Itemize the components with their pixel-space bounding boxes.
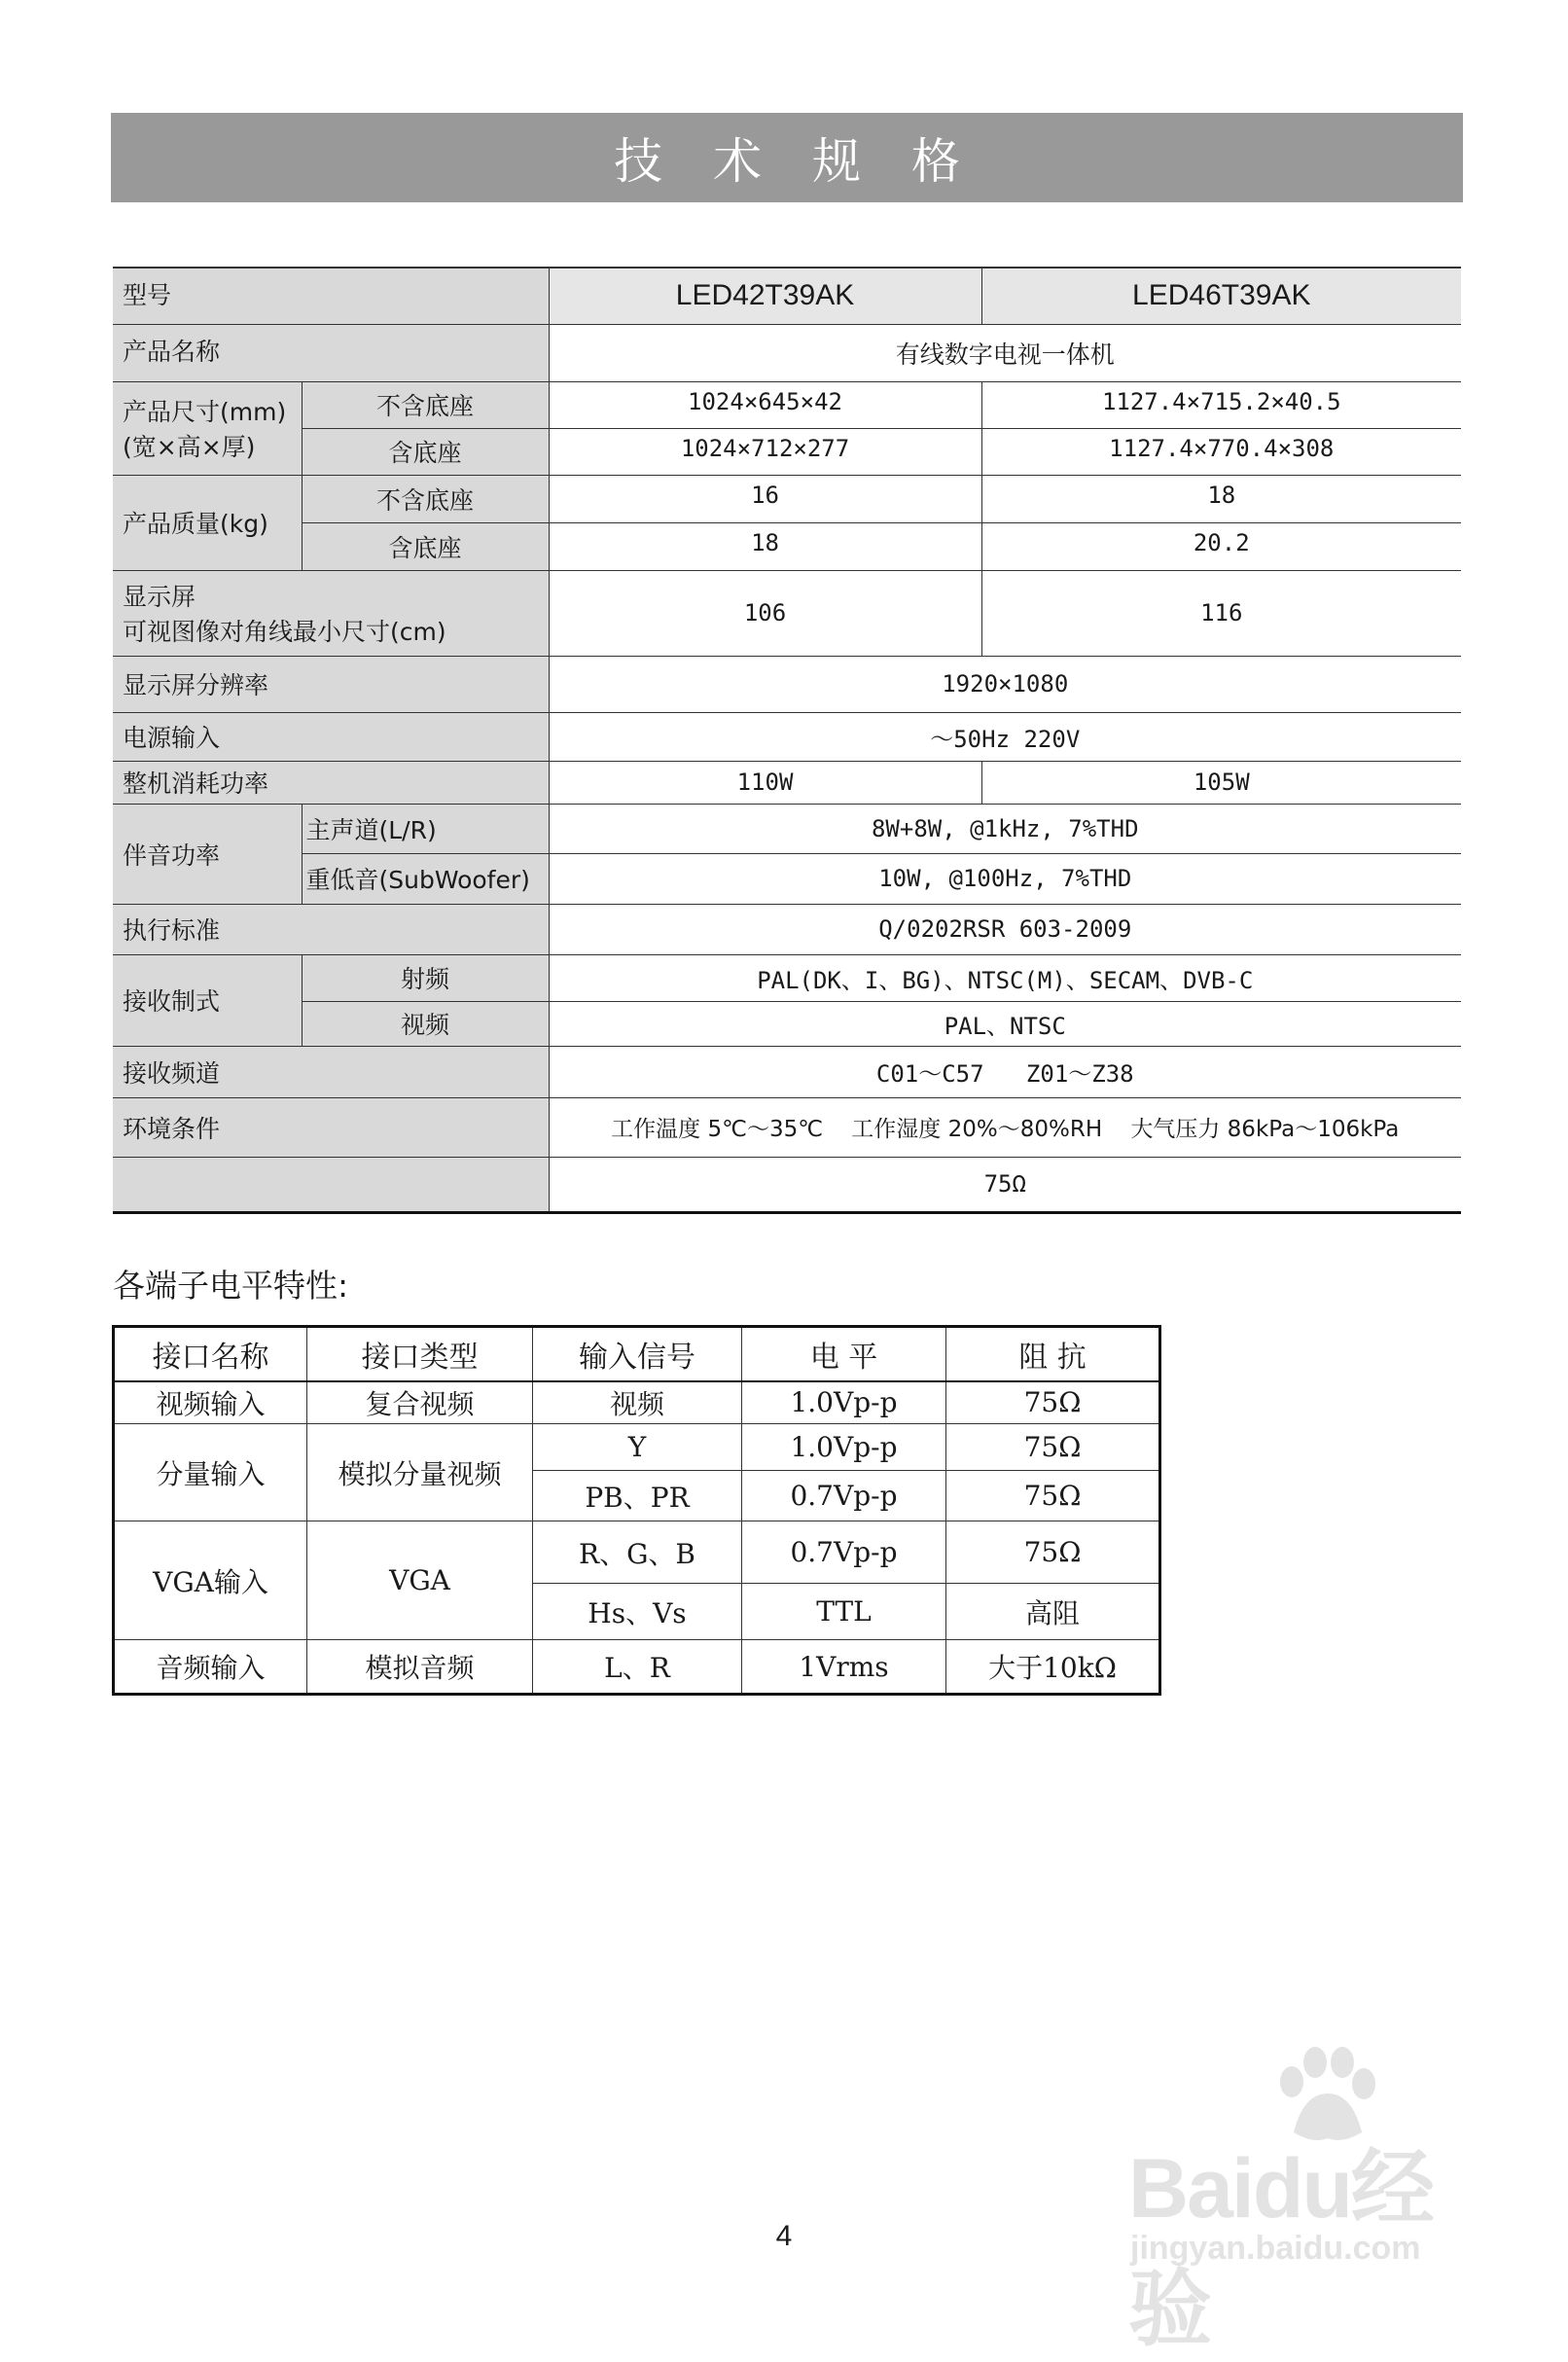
product-name-label: 产品名称 <box>113 324 549 381</box>
weight-with-stand-46: 20.2 <box>981 522 1461 570</box>
size-no-stand-label: 不含底座 <box>302 381 549 428</box>
spec-row-product-name <box>113 324 1461 381</box>
spec-row-reception-rf <box>113 954 1461 1001</box>
audio-port-name: 音频输入 <box>114 1640 307 1695</box>
size-label <box>113 381 302 475</box>
size-label-line1: 产品尺寸(mm) <box>123 398 287 426</box>
channels-value: C01～C57 Z01～Z38 <box>549 1046 1461 1097</box>
header-input-signal: 输入信号 <box>533 1327 742 1381</box>
video-signal: 视频 <box>533 1381 742 1424</box>
spec-row-power-consumption <box>113 761 1461 804</box>
ports-row-video <box>114 1381 1160 1424</box>
spec-row-size-with-stand <box>113 428 1461 475</box>
spec-row-environment <box>113 1097 1461 1157</box>
vga-type: VGA <box>307 1521 533 1640</box>
component-pbpr-level: 0.7Vp-p <box>742 1471 946 1521</box>
spec-row-weight-no-stand <box>113 475 1461 522</box>
audio-label: 伴音功率 <box>113 804 302 904</box>
power-consumption-label: 整机消耗功率 <box>113 761 549 804</box>
spec-row-antenna <box>113 1157 1461 1212</box>
weight-with-stand-label: 含底座 <box>302 522 549 570</box>
power-input-label: 电源输入 <box>113 712 549 761</box>
power-input-value: ～50Hz 220V <box>549 712 1461 761</box>
spec-row-size-no-stand <box>113 381 1461 428</box>
antenna-value: 75Ω <box>549 1157 1461 1212</box>
audio-port-impedance: 大于10kΩ <box>946 1640 1160 1695</box>
video-name: 视频输入 <box>114 1381 307 1424</box>
component-y-signal: Y <box>533 1424 742 1471</box>
spec-table <box>113 267 1461 1214</box>
header-impedance: 阻 抗 <box>946 1327 1160 1381</box>
product-name-value: 有线数字电视一体机 <box>549 324 1461 381</box>
power-consumption-42: 110W <box>549 761 981 804</box>
standard-label: 执行标准 <box>113 904 549 954</box>
reception-video-value: PAL、NTSC <box>549 1001 1461 1046</box>
spec-row-power-input <box>113 712 1461 761</box>
header-port-name: 接口名称 <box>114 1327 307 1381</box>
resolution-label: 显示屏分辨率 <box>113 656 549 712</box>
size-with-stand-label: 含底座 <box>302 428 549 475</box>
vga-hsvs-level: TTL <box>742 1584 946 1640</box>
spec-row-screen <box>113 570 1461 656</box>
spec-row-standard <box>113 904 1461 954</box>
screen-label-line1: 显示屏 <box>123 583 196 611</box>
ports-header-row <box>114 1327 1160 1381</box>
video-impedance: 75Ω <box>946 1381 1160 1424</box>
channels-label: 接收频道 <box>113 1046 549 1097</box>
audio-port-signal: L、R <box>533 1640 742 1695</box>
page-number: 4 <box>775 2220 793 2252</box>
video-level: 1.0Vp-p <box>742 1381 946 1424</box>
environment-label: 环境条件 <box>113 1097 549 1157</box>
audio-port-level: 1Vrms <box>742 1640 946 1695</box>
screen-size-46: 116 <box>981 570 1461 656</box>
header-level: 电 平 <box>742 1327 946 1381</box>
spec-row-resolution <box>113 656 1461 712</box>
spec-row-audio-sub <box>113 853 1461 904</box>
size-no-stand-42: 1024×645×42 <box>549 381 981 428</box>
antenna-label <box>113 1157 549 1212</box>
audio-sub-label: 重低音(SubWoofer) <box>302 853 549 904</box>
reception-label: 接收制式 <box>113 954 302 1046</box>
reception-rf-value: PAL(DK、I、BG)、NTSC(M)、SECAM、DVB-C <box>549 954 1461 1001</box>
component-y-impedance: 75Ω <box>946 1424 1160 1471</box>
watermark-url: jingyan.baidu.com <box>1130 2230 1421 2267</box>
spec-row-model <box>113 268 1461 324</box>
component-y-level: 1.0Vp-p <box>742 1424 946 1471</box>
standard-value: Q/0202RSR 603-2009 <box>549 904 1461 954</box>
vga-rgb-signal: R、G、B <box>533 1521 742 1584</box>
page-title: 技 术 规 格 <box>111 113 1463 202</box>
vga-hsvs-signal: Hs、Vs <box>533 1584 742 1640</box>
spec-row-reception-video <box>113 1001 1461 1046</box>
audio-main-label: 主声道(L/R) <box>302 804 549 853</box>
component-pbpr-signal: PB、PR <box>533 1471 742 1521</box>
size-no-stand-46: 1127.4×715.2×40.5 <box>981 381 1461 428</box>
size-with-stand-42: 1024×712×277 <box>549 428 981 475</box>
screen-label-line2: 可视图像对角线最小尺寸(cm) <box>123 618 446 646</box>
ports-row-audio <box>114 1640 1160 1695</box>
size-with-stand-46: 1127.4×770.4×308 <box>981 428 1461 475</box>
model-46: LED46T39AK <box>981 268 1461 324</box>
vga-rgb-level: 0.7Vp-p <box>742 1521 946 1584</box>
environment-value: 工作温度 5℃～35℃ 工作湿度 20%～80%RH 大气压力 86kPa～106kPa <box>549 1097 1461 1157</box>
audio-port-type: 模拟音频 <box>307 1640 533 1695</box>
ports-row-vga-rgb <box>114 1521 1160 1584</box>
weight-no-stand-42: 16 <box>549 475 981 522</box>
reception-rf-label: 射频 <box>302 954 549 1001</box>
weight-label: 产品质量(kg) <box>113 475 302 570</box>
vga-rgb-impedance: 75Ω <box>946 1521 1160 1584</box>
model-label: 型号 <box>113 268 549 324</box>
audio-main-value: 8W+8W, @1kHz, 7%THD <box>549 804 1461 853</box>
weight-no-stand-label: 不含底座 <box>302 475 549 522</box>
weight-with-stand-42: 18 <box>549 522 981 570</box>
component-name: 分量输入 <box>114 1424 307 1521</box>
size-label-line2: (宽×高×厚) <box>123 433 256 461</box>
vga-name: VGA输入 <box>114 1521 307 1640</box>
watermark-brand: Baidu经验 <box>1128 2142 1433 2356</box>
audio-sub-value: 10W, @100Hz, 7%THD <box>549 853 1461 904</box>
spec-row-channels <box>113 1046 1461 1097</box>
ports-row-component-y <box>114 1424 1160 1471</box>
header-port-type: 接口类型 <box>307 1327 533 1381</box>
spec-row-audio-main <box>113 804 1461 853</box>
screen-label <box>113 570 549 656</box>
video-type: 复合视频 <box>307 1381 533 1424</box>
ports-section-title: 各端子电平特性: <box>113 1267 349 1305</box>
component-type: 模拟分量视频 <box>307 1424 533 1521</box>
model-42: LED42T39AK <box>549 268 981 324</box>
ports-table <box>112 1325 1161 1696</box>
power-consumption-46: 105W <box>981 761 1461 804</box>
vga-hsvs-impedance: 高阻 <box>946 1584 1160 1640</box>
resolution-value: 1920×1080 <box>549 656 1461 712</box>
screen-size-42: 106 <box>549 570 981 656</box>
reception-video-label: 视频 <box>302 1001 549 1046</box>
weight-no-stand-46: 18 <box>981 475 1461 522</box>
spec-row-weight-with-stand <box>113 522 1461 570</box>
component-pbpr-impedance: 75Ω <box>946 1471 1160 1521</box>
